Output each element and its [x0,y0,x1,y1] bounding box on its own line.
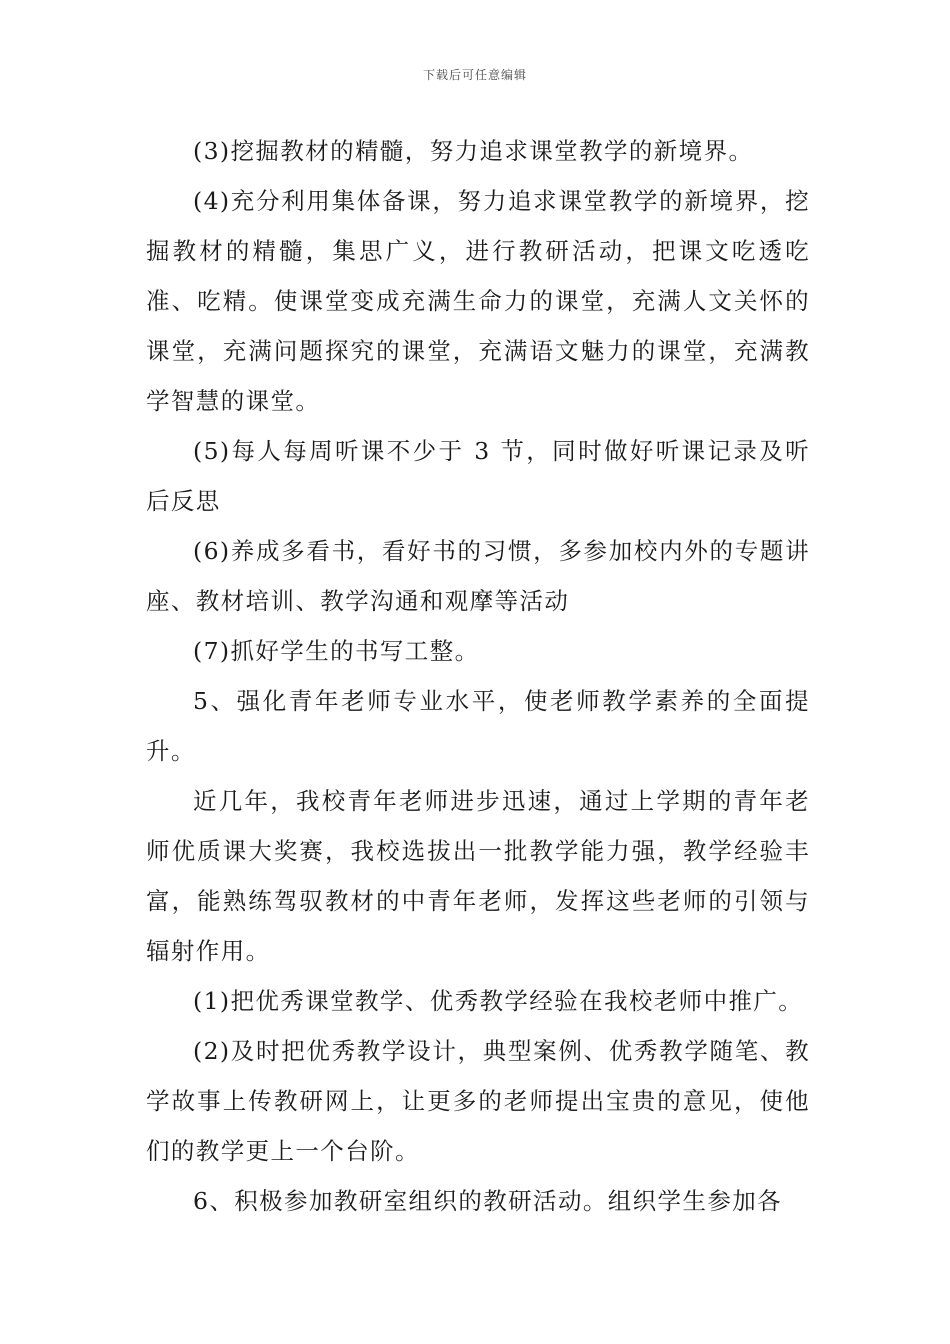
paragraph: (1)把优秀课堂教学、优秀教学经验在我校老师中推广。 [193,987,804,1015]
paragraph: (7)抓好学生的书写工整。 [193,637,480,665]
document-body [146,126,810,1226]
page-header: 下载后可任意编辑 [422,68,527,82]
paragraph: 近几年，我校青年老师进步迅速，通过上学期的青年老师优质课大奖赛，我校选拔出一批教学能力强，教学经验丰富，能熟练驾驭教材的中青年老师，发挥这些老师的引领与辐射作用。 [146,787,810,965]
paragraph: (3)挖掘教材的精髓，努力追求课堂教学的新境界。 [193,137,754,165]
paragraph: 6、积极参加教研室组织的教研活动。组织学生参加各 [193,1187,783,1215]
paragraph: (2)及时把优秀教学设计，典型案例、优秀教学随笔、教学故事上传教研网上，让更多的老师提出宝贵的意见，使他们的教学更上一个台阶。 [146,1037,810,1165]
paragraph: (4)充分利用集体备课，努力追求课堂教学的新境界，挖掘教材的精髓，集思广义，进行教研活动，把课文吃透吃准、吃精。使课堂变成充满生命力的课堂，充满人文关怀的课堂，充满问题探究的课堂，充满语文魅力的课堂，充满教学智慧的课堂。 [146,187,810,415]
paragraph: (6)养成多看书，看好书的习惯，多参加校内外的专题讲座、教材培训、教学沟通和观摩等活动 [146,537,810,615]
paragraph: (5)每人每周听课不少于 3 节，同时做好听课记录及听后反思 [146,437,810,515]
paragraph: 5、强化青年老师专业水平，使老师教学素养的全面提升。 [146,687,810,765]
